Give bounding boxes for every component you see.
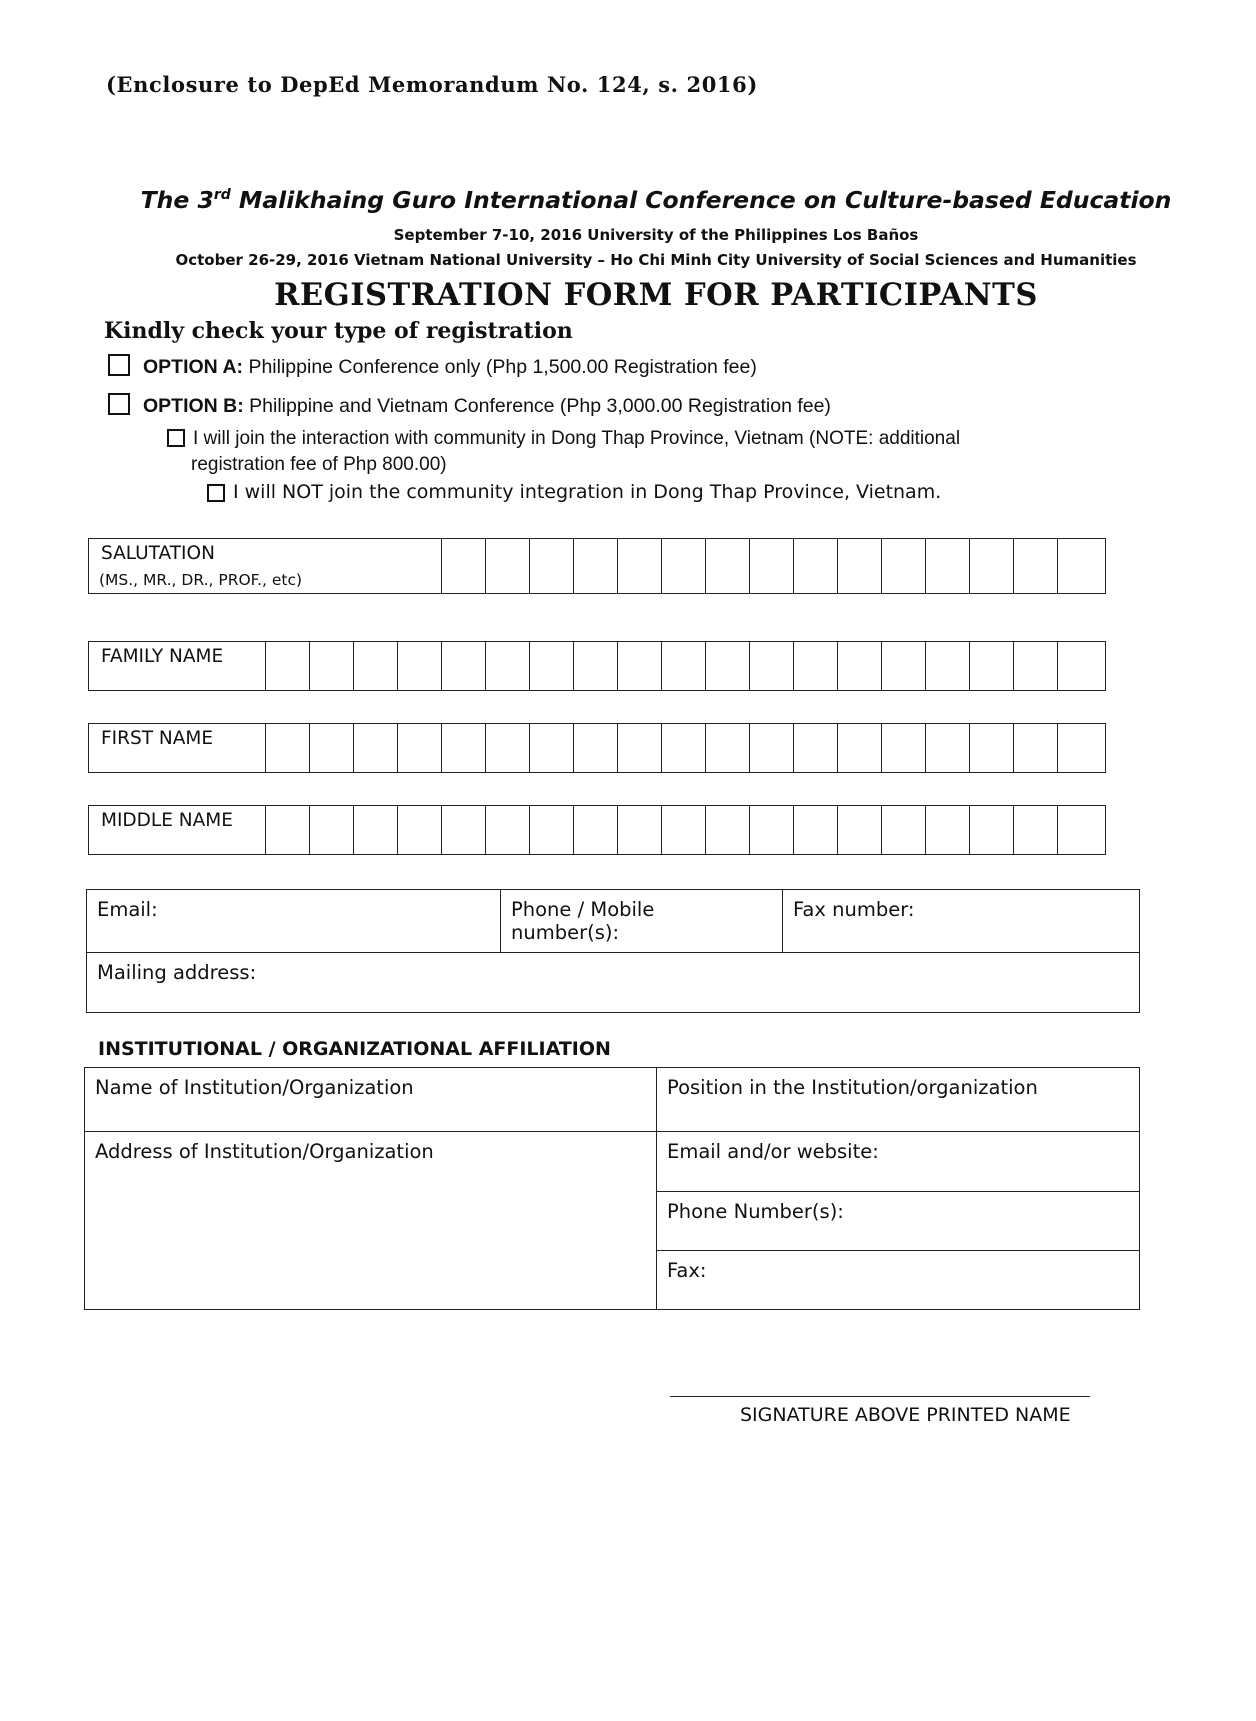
char-cell[interactable] — [397, 642, 441, 690]
phone-label-line-2: number(s): — [511, 921, 620, 944]
char-cell[interactable] — [881, 806, 925, 854]
position-cell[interactable] — [657, 1068, 1140, 1132]
char-cell[interactable] — [397, 806, 441, 854]
char-cell[interactable] — [529, 539, 573, 593]
phone-cell[interactable] — [501, 890, 783, 953]
char-cell[interactable] — [837, 539, 881, 593]
join-community-line-2: registration fee of Php 800.00) — [191, 454, 447, 475]
first-name-field[interactable] — [88, 723, 1106, 773]
char-cell[interactable] — [749, 806, 793, 854]
institution-name-label: Name of Institution/Organization — [95, 1076, 414, 1099]
institution-fax-cell[interactable] — [657, 1251, 1140, 1310]
char-cell[interactable] — [441, 642, 485, 690]
salutation-cells — [441, 539, 1105, 593]
option-a-row — [143, 356, 757, 379]
char-cell[interactable] — [969, 539, 1013, 593]
char-cell[interactable] — [309, 806, 353, 854]
char-cell[interactable] — [881, 642, 925, 690]
date-line-2-text: October 26-29, 2016 Vietnam National University – Ho Chi Minh City University of Social Sciences and Humanities — [175, 251, 1137, 269]
join-community-line-1: I will join the interaction with community in Dong Thap Province, Vietnam (NOTE: additional — [193, 428, 961, 449]
char-cell[interactable] — [1057, 642, 1101, 690]
char-cell[interactable] — [661, 539, 705, 593]
char-cell[interactable] — [573, 724, 617, 772]
enclosure-note: (Enclosure to DepEd Memorandum No. 124, s. 2016) — [106, 72, 758, 97]
affiliation-heading: INSTITUTIONAL / ORGANIZATIONAL AFFILIATION — [98, 1038, 611, 1060]
conference-title — [0, 186, 1256, 214]
signature-line[interactable] — [670, 1396, 1090, 1397]
char-cell[interactable] — [749, 642, 793, 690]
char-cell[interactable] — [661, 642, 705, 690]
form-title-text: REGISTRATION FORM FOR PARTICIPANTS — [274, 277, 1038, 313]
not-join-community-checkbox[interactable] — [207, 484, 225, 502]
char-cell[interactable] — [309, 724, 353, 772]
family-name-cells — [265, 642, 1105, 690]
char-cell[interactable] — [573, 806, 617, 854]
char-cell[interactable] — [705, 539, 749, 593]
salutation-label: SALUTATION — [101, 543, 215, 564]
signature-label: SIGNATURE ABOVE PRINTED NAME — [740, 1404, 1071, 1426]
char-cell[interactable] — [441, 724, 485, 772]
institution-name-cell[interactable] — [85, 1068, 657, 1132]
char-cell[interactable] — [397, 724, 441, 772]
institution-fax-label: Fax: — [667, 1259, 707, 1282]
salutation-hint: (MS., MR., DR., PROF., etc) — [99, 571, 303, 589]
char-cell[interactable] — [705, 806, 749, 854]
char-cell[interactable] — [969, 642, 1013, 690]
char-cell[interactable] — [353, 642, 397, 690]
fax-cell[interactable] — [783, 890, 1140, 953]
char-cell[interactable] — [485, 539, 529, 593]
date-line-1-text: September 7-10, 2016 University of the Philippines Los Baños — [393, 226, 919, 244]
char-cell[interactable] — [881, 724, 925, 772]
institution-phone-label: Phone Number(s): — [667, 1200, 844, 1223]
email-label: Email: — [97, 898, 158, 921]
char-cell[interactable] — [1013, 539, 1057, 593]
contact-table — [86, 889, 1140, 1013]
char-cell[interactable] — [573, 539, 617, 593]
email-website-label: Email and/or website: — [667, 1140, 879, 1163]
char-cell[interactable] — [793, 642, 837, 690]
middle-name-field[interactable] — [88, 805, 1106, 855]
first-name-cells — [265, 724, 1105, 772]
option-b-row — [143, 395, 831, 418]
registration-instruction: Kindly check your type of registration — [104, 318, 573, 344]
option-a-text: Philippine Conference only (Php 1,500.00 Registration fee) — [243, 356, 757, 378]
option-b-text: Philippine and Vietnam Conference (Php 3,000.00 Registration fee) — [243, 395, 831, 417]
salutation-field[interactable] — [88, 538, 1106, 594]
mailing-address-label: Mailing address: — [97, 961, 257, 984]
char-cell[interactable] — [661, 724, 705, 772]
option-a-checkbox[interactable] — [108, 354, 130, 376]
option-a-label: OPTION A: — [143, 356, 244, 378]
char-cell[interactable] — [265, 642, 309, 690]
char-cell[interactable] — [265, 724, 309, 772]
char-cell[interactable] — [749, 539, 793, 593]
char-cell[interactable] — [529, 642, 573, 690]
char-cell[interactable] — [969, 806, 1013, 854]
char-cell[interactable] — [1057, 724, 1101, 772]
char-cell[interactable] — [441, 539, 485, 593]
char-cell[interactable] — [265, 806, 309, 854]
conference-title-sup: rd — [213, 187, 231, 204]
char-cell[interactable] — [1013, 724, 1057, 772]
option-b-label: OPTION B: — [143, 395, 244, 417]
char-cell[interactable] — [353, 806, 397, 854]
char-cell[interactable] — [309, 642, 353, 690]
char-cell[interactable] — [485, 724, 529, 772]
form-title — [0, 277, 1256, 313]
char-cell[interactable] — [529, 806, 573, 854]
institution-phone-cell[interactable] — [657, 1192, 1140, 1251]
char-cell[interactable] — [661, 806, 705, 854]
char-cell[interactable] — [573, 642, 617, 690]
char-cell[interactable] — [1013, 642, 1057, 690]
not-join-community-text: I will NOT join the community integration in Dong Thap Province, Vietnam. — [233, 481, 942, 503]
conference-title-pre: The 3 — [140, 186, 214, 214]
char-cell[interactable] — [1057, 539, 1101, 593]
date-line-vietnam — [0, 251, 1256, 269]
char-cell[interactable] — [925, 642, 969, 690]
char-cell[interactable] — [617, 539, 661, 593]
email-cell[interactable] — [87, 890, 501, 953]
char-cell[interactable] — [617, 724, 661, 772]
char-cell[interactable] — [485, 806, 529, 854]
first-name-label: FIRST NAME — [101, 728, 214, 749]
middle-name-cells — [265, 806, 1105, 854]
char-cell[interactable] — [485, 642, 529, 690]
fax-label: Fax number: — [793, 898, 915, 921]
char-cell[interactable] — [881, 539, 925, 593]
char-cell[interactable] — [617, 806, 661, 854]
char-cell[interactable] — [969, 724, 1013, 772]
join-community-checkbox[interactable] — [167, 429, 185, 447]
char-cell[interactable] — [837, 642, 881, 690]
char-cell[interactable] — [1057, 806, 1101, 854]
option-b-checkbox[interactable] — [108, 393, 130, 415]
phone-label-line-1: Phone / Mobile — [511, 898, 655, 921]
position-label: Position in the Institution/organization — [667, 1076, 1038, 1099]
middle-name-label: MIDDLE NAME — [101, 810, 233, 831]
char-cell[interactable] — [441, 806, 485, 854]
char-cell[interactable] — [793, 539, 837, 593]
family-name-field[interactable] — [88, 641, 1106, 691]
char-cell[interactable] — [529, 724, 573, 772]
institution-address-label: Address of Institution/Organization — [95, 1140, 434, 1163]
email-website-cell[interactable] — [657, 1132, 1140, 1192]
char-cell[interactable] — [705, 642, 749, 690]
char-cell[interactable] — [837, 724, 881, 772]
char-cell[interactable] — [353, 724, 397, 772]
conference-title-post: Malikhaing Guro International Conference on Culture-based Education — [230, 186, 1172, 214]
char-cell[interactable] — [617, 642, 661, 690]
char-cell[interactable] — [925, 724, 969, 772]
family-name-label: FAMILY NAME — [101, 646, 224, 667]
char-cell[interactable] — [793, 724, 837, 772]
char-cell[interactable] — [793, 806, 837, 854]
date-line-philippines — [0, 226, 1256, 244]
mailing-address-cell[interactable] — [87, 953, 1140, 1013]
char-cell[interactable] — [837, 806, 881, 854]
char-cell[interactable] — [749, 724, 793, 772]
char-cell[interactable] — [925, 539, 969, 593]
institution-address-cell[interactable] — [85, 1132, 657, 1310]
char-cell[interactable] — [1013, 806, 1057, 854]
char-cell[interactable] — [925, 806, 969, 854]
char-cell[interactable] — [705, 724, 749, 772]
affiliation-table — [84, 1067, 1140, 1310]
